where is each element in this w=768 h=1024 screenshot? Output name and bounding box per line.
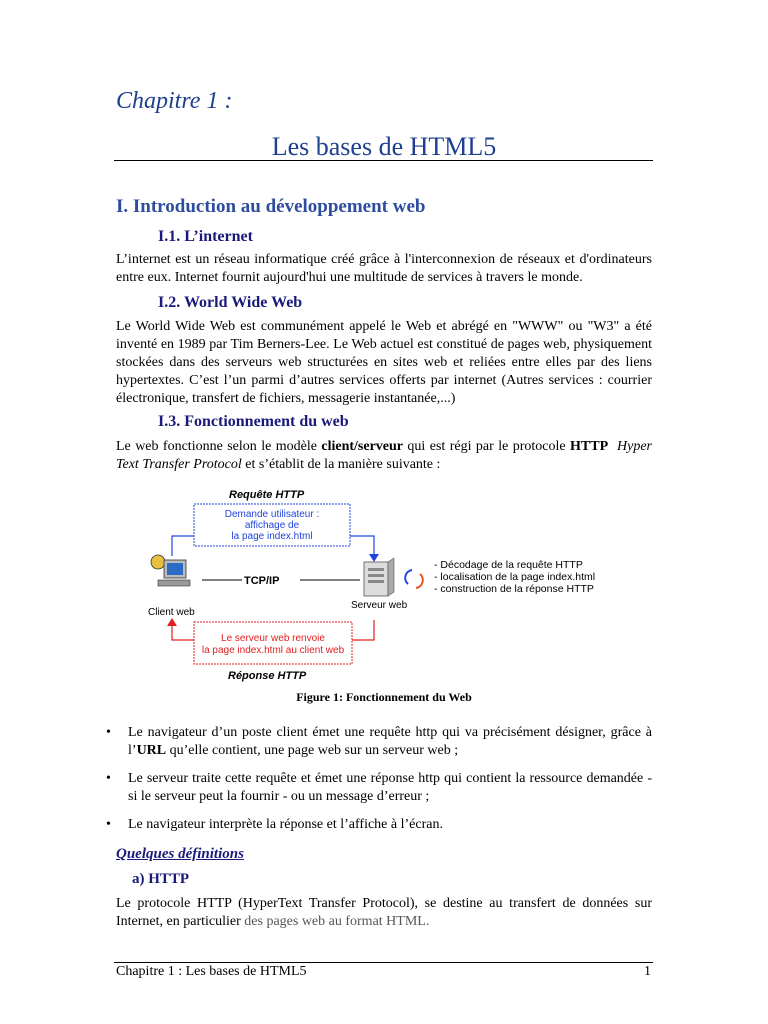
definition-heading-http: a) HTTP	[132, 871, 190, 887]
server-step-1: - Décodage de la requête HTTP	[434, 559, 583, 571]
response-arrow-right	[350, 620, 374, 640]
footer-divider	[114, 962, 653, 963]
list-item	[104, 770, 652, 806]
bold-http: HTTP	[570, 439, 609, 454]
italic-protocol: Hyper Text Transfer Protocol	[116, 439, 653, 472]
paragraph-www	[116, 318, 652, 408]
text-run: Le protocole HTTP (HyperText Transfer Protocol), se destine au transfert de données sur Internet, en particulier	[116, 896, 652, 929]
paragraph-fonctionnement	[116, 438, 652, 474]
response-box-line-2: la page index.html au client web	[201, 645, 345, 656]
tcpip-label: TCP/IP	[244, 575, 280, 587]
definitions-heading: Quelques définitions	[116, 846, 244, 862]
text-run-grey: des pages web au format HTML.	[244, 914, 430, 929]
text-run: et s’établit de la manière suivante :	[241, 457, 441, 472]
figure-caption: Figure 1: Fonctionnement du Web	[296, 690, 472, 704]
list-item	[104, 816, 652, 834]
text-run: Le navigateur d’un poste client émet une requête http qui va précisément désigner, grâce à l’	[128, 725, 652, 758]
server-step-2: - localisation de la page index.html	[434, 571, 596, 583]
request-label: Requête HTTP	[229, 489, 305, 501]
response-arrowhead-icon	[167, 618, 177, 626]
text-run: qui est régi par le protocole	[403, 439, 571, 454]
request-box-line-1: Demande utilisateur :	[224, 509, 320, 520]
footer-title: Chapitre 1 : Les bases de HTML5	[116, 964, 307, 979]
bold-url: URL	[136, 743, 167, 758]
title-divider	[114, 160, 653, 161]
paragraph-http-definition	[116, 895, 652, 931]
server-step-3: - construction de la réponse HTTP	[434, 583, 594, 595]
response-arrow-left	[172, 624, 194, 640]
section-heading-intro: I. Introduction au développement web	[116, 196, 426, 217]
client-computer-icon	[151, 555, 190, 586]
paragraph-internet	[116, 251, 652, 287]
list-item	[104, 724, 652, 760]
response-box-line-1: Le serveur web renvoie	[221, 633, 325, 644]
text-run: Le web fonctionne selon le modèle	[116, 439, 322, 454]
server-icon	[364, 558, 394, 596]
subsection-heading-www: I.2. World Wide Web	[158, 294, 303, 311]
refresh-icon	[405, 570, 423, 588]
request-arrow-left	[172, 536, 194, 556]
subsection-heading-internet: I.1. L’internet	[158, 228, 253, 245]
text-run: Le serveur traite cette requête et émet une réponse http qui contient la ressource demandée - si le serveur peut la fournir - ou un message d’erreur ;	[128, 771, 652, 804]
client-label: Client web	[148, 607, 195, 618]
text-run: Le navigateur interprète la réponse et l’affiche à l’écran.	[128, 817, 443, 832]
subsection-heading-fonctionnement: I.3. Fonctionnement du web	[158, 413, 349, 430]
paragraph-www-text: Le World Wide Web est communément appelé le Web et abrégé en "WWW" ou "W3" a été inventé en 1989 par Tim Berners-Lee. Le Web actuel est constitué de pages web, physiquement stockées dans des serveurs web structurées en sites web et reliées entre elles par des liens hypertextes. C’est l’un parmi d’autres services offerts par internet (Autres services : courrier électronique, transfert de fichiers, messagerie instantanée,...)	[116, 319, 652, 406]
server-label: Serveur web	[351, 600, 408, 611]
chapter-label: Chapitre 1 :	[116, 88, 233, 114]
text-run: qu’elle contient, une page web sur un serveur web ;	[166, 743, 459, 758]
request-box-line-2: affichage de	[244, 520, 300, 531]
request-arrow-right	[350, 536, 374, 556]
response-label: Réponse HTTP	[228, 670, 307, 682]
request-arrowhead-icon	[369, 554, 379, 562]
page-title: Les bases de HTML5	[271, 132, 497, 161]
bold-client-serveur: client/serveur	[321, 439, 403, 454]
paragraph-internet-text: L’internet est un réseau informatique créé grâce à l'interconnexion de réseaux et d'ordinateurs entre eux. Internet fournit aujourd'hui une multitude de services à travers le monde.	[116, 252, 652, 285]
request-box-line-3: la page index.html	[231, 531, 313, 542]
bullet-list	[104, 724, 652, 844]
http-diagram	[144, 484, 624, 684]
page-number: 1	[644, 964, 651, 979]
